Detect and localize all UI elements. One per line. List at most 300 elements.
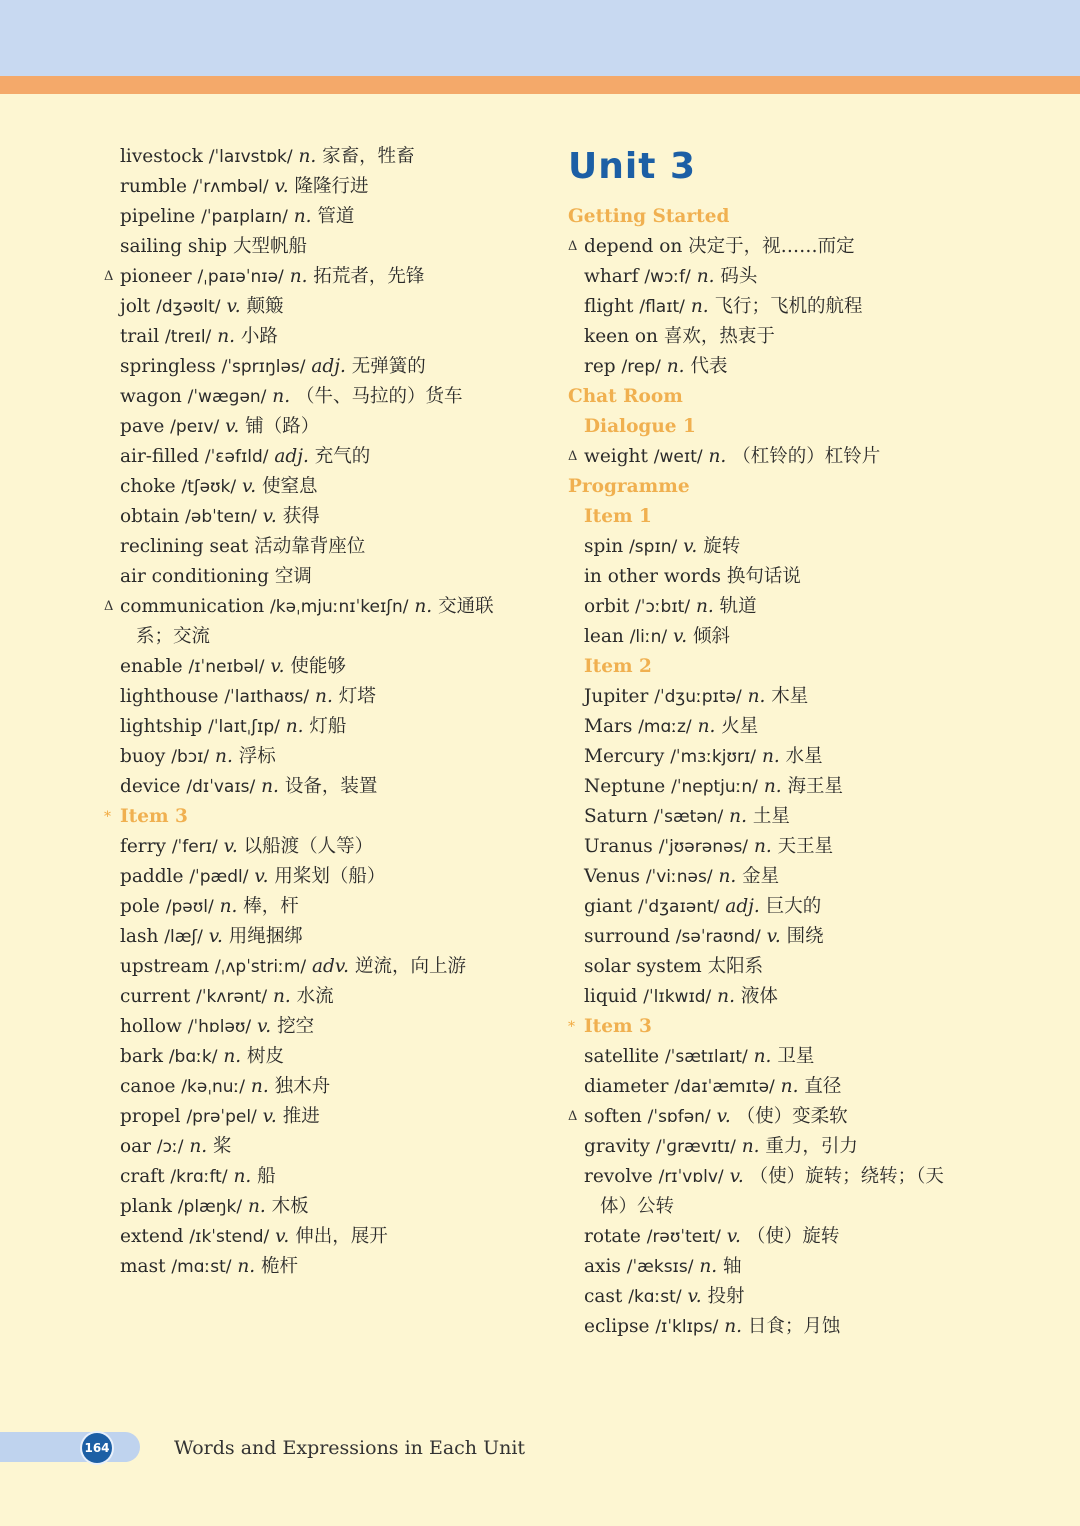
part-of-speech: v. xyxy=(687,1286,702,1307)
vocab-entry xyxy=(104,472,524,502)
meaning: 铺（路） xyxy=(245,416,320,437)
headword: buoy xyxy=(120,746,166,767)
headword: pipeline xyxy=(120,206,196,227)
vocab-entry xyxy=(568,862,988,892)
phonetic: /mɑːz/ xyxy=(638,717,692,737)
footer-pill xyxy=(0,1432,140,1462)
vocab-entry xyxy=(104,592,524,622)
meaning: 日食；月蚀 xyxy=(747,1316,841,1337)
part-of-speech: n. xyxy=(747,686,766,707)
part-of-speech: v. xyxy=(257,1016,272,1037)
headword: hollow xyxy=(120,1016,182,1037)
meaning: 颠簸 xyxy=(246,296,284,317)
section-header-text: Item 2 xyxy=(584,656,652,677)
headword: extend xyxy=(120,1226,184,1247)
phonetic: /liːn/ xyxy=(629,627,668,647)
meaning: （牛、马拉的）货车 xyxy=(295,386,463,407)
part-of-speech: n. xyxy=(718,866,737,887)
meaning: 换句话说 xyxy=(726,566,801,587)
headword: flight xyxy=(584,296,634,317)
phonetic: /krɑːft/ xyxy=(170,1167,228,1187)
left-column xyxy=(104,142,524,1282)
vocab-entry xyxy=(104,892,524,922)
meaning: 船 xyxy=(257,1166,276,1187)
part-of-speech: v. xyxy=(274,176,289,197)
phonetic: /dɪˈvaɪs/ xyxy=(186,777,256,797)
phonetic: /prəˈpel/ xyxy=(186,1107,257,1127)
meaning: 卫星 xyxy=(777,1046,815,1067)
headword: air-filled xyxy=(120,446,200,467)
part-of-speech: n. xyxy=(414,596,433,617)
vocab-entry xyxy=(568,352,988,382)
headword: solar system xyxy=(584,956,702,977)
meaning: 木板 xyxy=(271,1196,309,1217)
headword: wagon xyxy=(120,386,182,407)
phonetic: /rep/ xyxy=(621,357,661,377)
headword: rotate xyxy=(584,1226,641,1247)
page-number: 164 xyxy=(82,1433,112,1463)
meaning: 代表 xyxy=(690,356,728,377)
headword: paddle xyxy=(120,866,184,887)
vocab-entry xyxy=(104,442,524,472)
phonetic: /ɔː/ xyxy=(156,1137,184,1157)
vocab-entry xyxy=(104,712,524,742)
headword: liquid xyxy=(584,986,638,1007)
headword: oar xyxy=(120,1136,152,1157)
vocab-entry xyxy=(104,202,524,232)
part-of-speech: adj. xyxy=(725,896,760,917)
meaning: 用绳捆绑 xyxy=(228,926,303,947)
phonetic: /ɪˈklɪps/ xyxy=(655,1317,719,1337)
meaning-continuation: 系；交流 xyxy=(136,626,211,647)
phonetic: /weɪt/ xyxy=(653,447,703,467)
phonetic: /ˈmɜːkjʊrɪ/ xyxy=(670,747,757,767)
meaning: 无弹簧的 xyxy=(351,356,426,377)
phonetic: /ɪkˈstend/ xyxy=(189,1227,270,1247)
phonetic: /bɑːk/ xyxy=(168,1047,218,1067)
meaning: 轴 xyxy=(723,1256,742,1277)
vocab-entry xyxy=(104,1222,524,1252)
vocab-entry xyxy=(568,1132,988,1162)
meaning: 大型帆船 xyxy=(232,236,307,257)
headword: Venus xyxy=(584,866,640,887)
meaning: 木星 xyxy=(771,686,809,707)
meaning: 使窒息 xyxy=(262,476,318,497)
headword: current xyxy=(120,986,191,1007)
meaning: 获得 xyxy=(282,506,320,527)
phonetic: /peɪv/ xyxy=(170,417,220,437)
phonetic: /ˈlɪkwɪd/ xyxy=(643,987,712,1007)
meaning: 拓荒者，先锋 xyxy=(313,266,425,287)
phonetic: /ˈæksɪs/ xyxy=(626,1257,694,1277)
part-of-speech: adj. xyxy=(274,446,309,467)
vocab-entry xyxy=(568,832,988,862)
phonetic: /ˈjʊərənəs/ xyxy=(658,837,749,857)
vocab-entry xyxy=(104,952,524,982)
section-header-text: Chat Room xyxy=(568,386,683,407)
part-of-speech: n. xyxy=(761,746,780,767)
part-of-speech: v. xyxy=(254,866,269,887)
part-of-speech: n. xyxy=(233,1166,252,1187)
headword: Uranus xyxy=(584,836,653,857)
phonetic: /kəˌnuː/ xyxy=(181,1077,246,1097)
headword: lash xyxy=(120,926,159,947)
part-of-speech: v. xyxy=(262,506,277,527)
headword: cast xyxy=(584,1286,623,1307)
headword: surround xyxy=(584,926,670,947)
part-of-speech: n. xyxy=(753,1046,772,1067)
section-header xyxy=(568,382,988,412)
part-of-speech: n. xyxy=(696,266,715,287)
vocab-entry xyxy=(104,862,524,892)
phonetic: /ˈpædl/ xyxy=(189,867,249,887)
part-of-speech: v. xyxy=(766,926,781,947)
part-of-speech: n. xyxy=(298,146,317,167)
phonetic: /ˈneptjuːn/ xyxy=(671,777,758,797)
vocab-entry xyxy=(568,1312,988,1342)
meaning: 使能够 xyxy=(290,656,346,677)
headword: giant xyxy=(584,896,633,917)
meaning: 推进 xyxy=(282,1106,320,1127)
right-entry-list xyxy=(568,202,988,1342)
part-of-speech: n. xyxy=(717,986,735,1007)
vocab-entry xyxy=(104,1132,524,1162)
headword: keen on xyxy=(584,326,658,347)
meaning: 天王星 xyxy=(777,836,834,857)
headword: mast xyxy=(120,1256,166,1277)
vocab-entry xyxy=(568,1072,988,1102)
headword: revolve xyxy=(584,1166,653,1187)
part-of-speech: v. xyxy=(208,926,223,947)
meaning: 桅杆 xyxy=(261,1256,299,1277)
headword: diameter xyxy=(584,1076,669,1097)
part-of-speech: n. xyxy=(272,386,291,407)
meaning: （使）旋转 xyxy=(746,1226,840,1247)
vocab-entry xyxy=(104,1012,524,1042)
phonetic: /ˈrʌmbəl/ xyxy=(192,177,269,197)
phonetic: /bɔɪ/ xyxy=(171,747,210,767)
vocab-entry xyxy=(104,1252,524,1282)
section-header-text: Getting Started xyxy=(568,206,730,227)
headword: device xyxy=(120,776,181,797)
vocab-entry xyxy=(568,682,988,712)
headword: spin xyxy=(584,536,624,557)
vocab-entry xyxy=(104,352,524,382)
phonetic: /ˈsɒfən/ xyxy=(647,1107,711,1127)
meaning: 喜欢，热衷于 xyxy=(663,326,775,347)
headword: in other words xyxy=(584,566,722,587)
section-header-text: Item 3 xyxy=(120,806,188,827)
vocab-entry xyxy=(568,952,988,982)
headword: propel xyxy=(120,1106,181,1127)
meaning: 伸出，展开 xyxy=(295,1226,388,1247)
delta-marker: Δ xyxy=(104,599,114,614)
headword: axis xyxy=(584,1256,621,1277)
section-header-text: Item 3 xyxy=(584,1016,652,1037)
part-of-speech: n. xyxy=(223,1046,242,1067)
meaning: 小路 xyxy=(240,326,278,347)
meaning: 水星 xyxy=(785,746,823,767)
meaning: 土星 xyxy=(752,806,790,827)
phonetic: /ˈwæɡən/ xyxy=(187,387,267,407)
headword: lightship xyxy=(120,716,203,737)
entry-continuation xyxy=(568,1192,988,1222)
headword: pave xyxy=(120,416,165,437)
part-of-speech: v. xyxy=(223,836,238,857)
part-of-speech: n. xyxy=(219,896,238,917)
meaning: 设备，装置 xyxy=(284,776,378,797)
part-of-speech: v. xyxy=(225,416,240,437)
section-header xyxy=(568,412,988,442)
meaning: 海王星 xyxy=(787,776,844,797)
part-of-speech: n. xyxy=(215,746,233,767)
phonetic: /ˈviːnəs/ xyxy=(645,867,713,887)
meaning: 码头 xyxy=(720,266,758,287)
phonetic: /ˈlaɪthaʊs/ xyxy=(224,687,310,707)
part-of-speech: v. xyxy=(262,1106,277,1127)
meaning: 金星 xyxy=(742,866,780,887)
phonetic: /læʃ/ xyxy=(164,927,203,947)
orange-stripe xyxy=(0,76,1080,94)
meaning: （杠铃的）杠铃片 xyxy=(732,446,881,467)
part-of-speech: v. xyxy=(726,1226,741,1247)
vocab-entry xyxy=(104,652,524,682)
phonetic: /dʒəʊlt/ xyxy=(156,297,221,317)
phonetic: /flaɪt/ xyxy=(639,297,685,317)
meaning: （使）变柔软 xyxy=(736,1106,848,1127)
phonetic: /ˈferɪ/ xyxy=(171,837,218,857)
part-of-speech: v. xyxy=(716,1106,731,1127)
meaning: 旋转 xyxy=(703,536,741,557)
section-header xyxy=(568,1012,988,1042)
meaning: 活动靠背座位 xyxy=(254,536,366,557)
delta-marker: Δ xyxy=(104,269,114,284)
headword: ferry xyxy=(120,836,166,857)
meaning: 树皮 xyxy=(247,1046,285,1067)
phonetic: /əbˈteɪn/ xyxy=(185,507,257,527)
phonetic: /mɑːst/ xyxy=(171,1257,232,1277)
headword: Saturn xyxy=(584,806,648,827)
star-marker: * xyxy=(104,809,111,825)
part-of-speech: n. xyxy=(763,776,782,797)
meaning: （使）旋转；绕转；（天 xyxy=(749,1166,944,1187)
vocab-entry xyxy=(104,502,524,532)
phonetic: /ˈsprɪŋləs/ xyxy=(221,357,306,377)
headword: plank xyxy=(120,1196,172,1217)
phonetic: /kəˌmjuːnɪˈkeɪʃn/ xyxy=(270,597,409,617)
part-of-speech: n. xyxy=(666,356,685,377)
part-of-speech: n. xyxy=(690,296,709,317)
section-header-text: Dialogue 1 xyxy=(584,416,696,437)
meaning: 轨道 xyxy=(719,596,757,617)
phonetic: /ˈɛəfɪld/ xyxy=(204,447,269,467)
vocab-entry xyxy=(104,682,524,712)
delta-marker: Δ xyxy=(568,239,578,254)
vocab-entry xyxy=(568,922,988,952)
vocab-entry xyxy=(568,232,988,262)
meaning: 独木舟 xyxy=(274,1076,331,1097)
part-of-speech: n. xyxy=(261,776,279,797)
vocab-entry xyxy=(104,1102,524,1132)
vocab-entry xyxy=(104,562,524,592)
meaning: 液体 xyxy=(740,986,778,1007)
vocab-entry xyxy=(104,532,524,562)
headword: trail xyxy=(120,326,160,347)
vocab-entry xyxy=(568,982,988,1012)
vocab-entry xyxy=(104,1162,524,1192)
vocab-entry xyxy=(104,772,524,802)
vocab-entry xyxy=(104,1192,524,1222)
part-of-speech: v. xyxy=(226,296,241,317)
headword: sailing ship xyxy=(120,236,228,257)
phonetic: /ˈhɒləʊ/ xyxy=(187,1017,252,1037)
part-of-speech: n. xyxy=(724,1316,742,1337)
headword: lighthouse xyxy=(120,686,219,707)
part-of-speech: adj. xyxy=(311,356,346,377)
meaning-continuation: 体）公转 xyxy=(600,1196,675,1217)
headword: communication xyxy=(120,596,265,617)
phonetic: /ˈsætən/ xyxy=(653,807,724,827)
meaning: 挖空 xyxy=(277,1016,315,1037)
phonetic: /ˌpaɪəˈnɪə/ xyxy=(197,267,284,287)
vocab-entry xyxy=(568,1252,988,1282)
headword: air conditioning xyxy=(120,566,269,587)
star-marker: * xyxy=(568,1019,575,1035)
phonetic: /ɪˈneɪbəl/ xyxy=(188,657,265,677)
part-of-speech: n. xyxy=(315,686,333,707)
headword: jolt xyxy=(120,296,151,317)
phonetic: /kɑːst/ xyxy=(628,1287,682,1307)
headword: eclipse xyxy=(584,1316,650,1337)
meaning: 棒，杆 xyxy=(243,896,299,917)
part-of-speech: n. xyxy=(247,1196,266,1217)
vocab-entry xyxy=(104,262,524,292)
headword: craft xyxy=(120,1166,165,1187)
headword: rumble xyxy=(120,176,188,197)
meaning: 充气的 xyxy=(314,446,371,467)
part-of-speech: n. xyxy=(695,596,714,617)
part-of-speech: n. xyxy=(272,986,291,1007)
part-of-speech: v. xyxy=(242,476,257,497)
meaning: 桨 xyxy=(213,1136,232,1157)
vocab-entry xyxy=(104,322,524,352)
vocab-entry xyxy=(568,292,988,322)
vocab-entry xyxy=(104,1072,524,1102)
phonetic: /daɪˈæmɪtə/ xyxy=(674,1077,775,1097)
phonetic: /ˈlaɪvstɒk/ xyxy=(208,147,293,167)
section-header xyxy=(568,472,988,502)
vocab-entry xyxy=(104,412,524,442)
vocab-entry xyxy=(568,442,988,472)
meaning: 巨大的 xyxy=(765,896,822,917)
meaning: 倾斜 xyxy=(693,626,731,647)
meaning: 隆隆行进 xyxy=(294,176,369,197)
meaning: 浮标 xyxy=(238,746,276,767)
meaning: 家畜，牲畜 xyxy=(322,146,415,167)
meaning: 管道 xyxy=(317,206,355,227)
footer-title: Words and Expressions in Each Unit xyxy=(174,1437,526,1459)
part-of-speech: n. xyxy=(741,1136,760,1157)
phonetic: /ˈkʌrənt/ xyxy=(196,987,268,1007)
phonetic: /pəʊl/ xyxy=(165,897,214,917)
phonetic: /treɪl/ xyxy=(165,327,212,347)
part-of-speech: v. xyxy=(729,1166,744,1187)
headword: wharf xyxy=(584,266,639,287)
unit-title: Unit 3 xyxy=(568,146,696,187)
section-header xyxy=(568,652,988,682)
vocab-entry xyxy=(568,322,988,352)
phonetic: /ˈɡrævɪtɪ/ xyxy=(655,1137,736,1157)
meaning: 以船渡（人等） xyxy=(243,836,374,857)
headword: canoe xyxy=(120,1076,176,1097)
phonetic: /ˈɔːbɪt/ xyxy=(635,597,691,617)
vocab-entry xyxy=(568,262,988,292)
phonetic: /ˈsætɪlaɪt/ xyxy=(664,1047,748,1067)
headword: pioneer xyxy=(120,266,192,287)
phonetic: /tʃəʊk/ xyxy=(181,477,237,497)
meaning: 围绕 xyxy=(786,926,824,947)
phonetic: /plæŋk/ xyxy=(177,1197,243,1217)
vocab-entry xyxy=(568,1102,988,1132)
headword: livestock xyxy=(120,146,203,167)
vocab-entry xyxy=(104,142,524,172)
meaning: 投射 xyxy=(707,1286,745,1307)
vocab-entry xyxy=(568,712,988,742)
vocab-entry xyxy=(104,232,524,262)
vocab-entry xyxy=(568,1042,988,1072)
meaning: 水流 xyxy=(296,986,334,1007)
phonetic: /ˌʌpˈstriːm/ xyxy=(214,957,307,977)
vocab-entry xyxy=(568,772,988,802)
phonetic: /ˈlaɪtˌʃɪp/ xyxy=(208,717,280,737)
vocab-entry xyxy=(104,742,524,772)
section-header xyxy=(104,802,524,832)
headword: Neptune xyxy=(584,776,666,797)
phonetic: /spɪn/ xyxy=(629,537,678,557)
vocab-entry xyxy=(104,292,524,322)
part-of-speech: n. xyxy=(708,446,727,467)
phonetic: /səˈraʊnd/ xyxy=(675,927,761,947)
section-header xyxy=(568,202,988,232)
phonetic: /ˈdʒuːpɪtə/ xyxy=(654,687,742,707)
part-of-speech: n. xyxy=(250,1076,269,1097)
meaning: 直径 xyxy=(804,1076,842,1097)
vocab-entry xyxy=(104,922,524,952)
headword: gravity xyxy=(584,1136,650,1157)
headword: upstream xyxy=(120,956,210,977)
phonetic: /rɪˈvɒlv/ xyxy=(658,1167,724,1187)
section-header-text: Item 1 xyxy=(584,506,652,527)
vocab-entry xyxy=(568,1162,988,1192)
headword: reclining seat xyxy=(120,536,249,557)
section-header xyxy=(568,502,988,532)
vocab-entry xyxy=(568,802,988,832)
part-of-speech: n. xyxy=(729,806,747,827)
meaning: 用桨划（船） xyxy=(274,866,386,887)
headword: obtain xyxy=(120,506,180,527)
headword: Jupiter xyxy=(584,686,649,707)
part-of-speech: adv. xyxy=(312,956,350,977)
top-header-band xyxy=(0,0,1080,76)
headword: Mars xyxy=(584,716,633,737)
section-header-text: Programme xyxy=(568,476,690,497)
part-of-speech: n. xyxy=(217,326,235,347)
part-of-speech: n. xyxy=(237,1256,256,1277)
part-of-speech: v. xyxy=(673,626,688,647)
headword: bark xyxy=(120,1046,163,1067)
part-of-speech: v. xyxy=(270,656,285,677)
part-of-speech: v. xyxy=(275,1226,290,1247)
